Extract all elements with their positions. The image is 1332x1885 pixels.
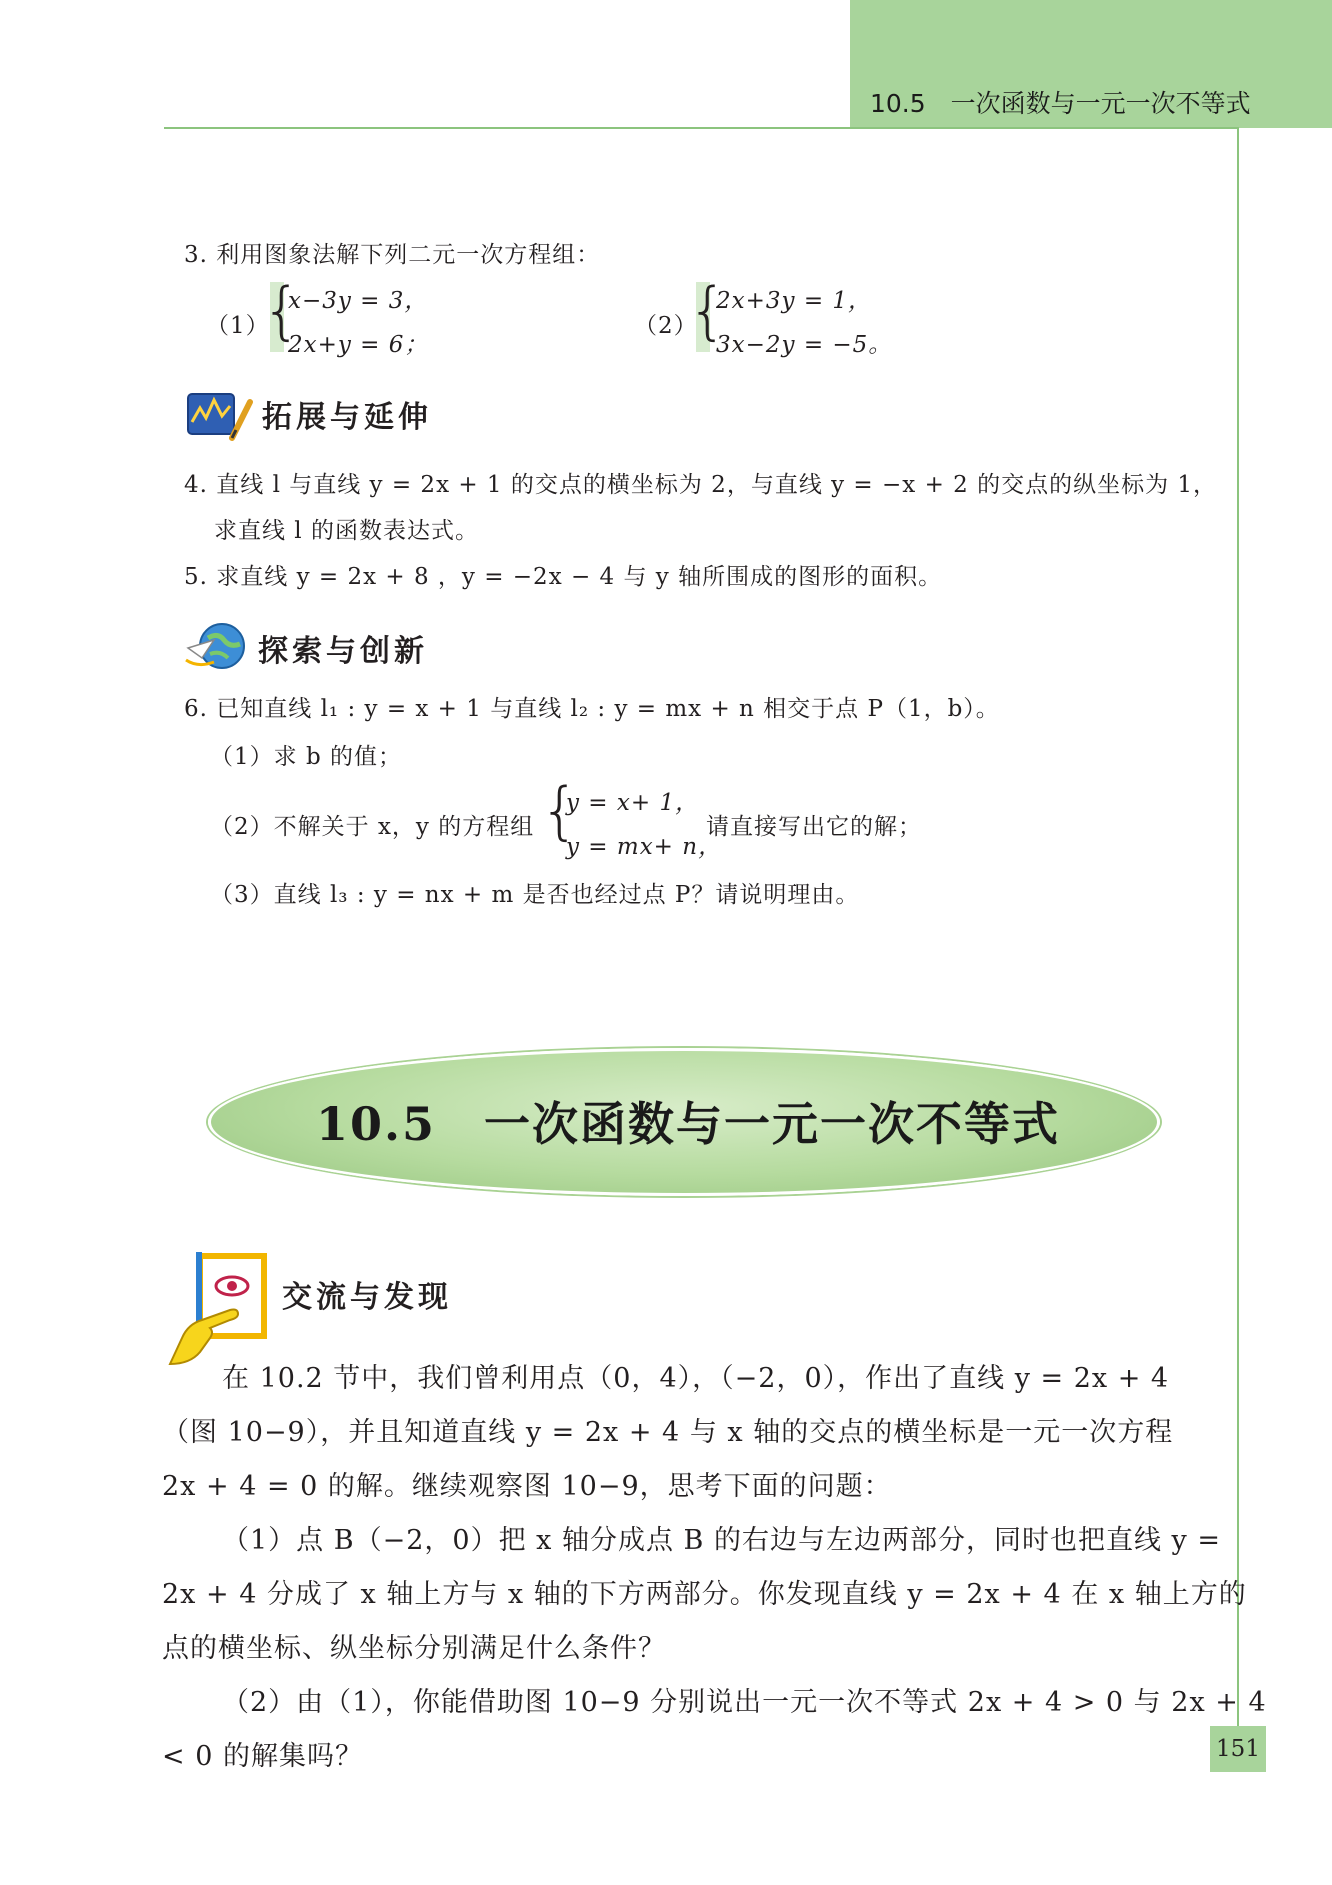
brace-icon: { xyxy=(540,774,580,847)
exercise-6-q2-suffix: 请直接写出它的解； xyxy=(706,814,922,840)
exercise-6-q1: （1）求 b 的值； xyxy=(210,744,402,770)
body-line-6: 点的横坐标、纵坐标分别满足什么条件？ xyxy=(162,1633,666,1664)
exercise-5: 5. 求直线 y = 2x + 8 ，y = −2x − 4 与 y 轴所围成的图形的面积。 xyxy=(184,564,943,590)
body-line-7: （2）由（1），你能借助图 10−9 分别说出一元一次不等式 2x + 4 > 0 与 2x + 4 xyxy=(222,1687,1267,1718)
exercise-3-part1-eq2: 2x+y = 6； xyxy=(288,332,429,358)
chart-pen-icon xyxy=(184,388,254,444)
brace-icon: { xyxy=(262,274,302,347)
pointing-hand-eye-icon xyxy=(160,1252,270,1368)
body-line-8: < 0 的解集吗？ xyxy=(162,1741,363,1772)
header-rule xyxy=(164,127,1238,129)
section-extend-title: 拓展与延伸 xyxy=(262,400,432,435)
body-line-4: （1）点 B（−2，0）把 x 轴分成点 B 的右边与左边两部分，同时也把直线 y = xyxy=(222,1525,1222,1556)
right-margin-rule xyxy=(1237,127,1239,1747)
exercise-4-line2: 求直线 l 的函数表达式。 xyxy=(214,518,479,544)
exercise-6-q2-eq1: y = x+ 1， xyxy=(566,790,700,816)
exercise-6-q3: （3）直线 l₃ : y = nx + m 是否也经过点 P？请说明理由。 xyxy=(210,882,860,908)
body-line-1: 在 10.2 节中，我们曾利用点（0，4），（−2，0），作出了直线 y = 2x + 4 xyxy=(222,1363,1170,1394)
body-line-3: 2x + 4 = 0 的解。继续观察图 10−9，思考下面的问题： xyxy=(162,1471,892,1502)
exercise-3-part2-eq2: 3x−2y = −5。 xyxy=(716,332,893,358)
page-number: 151 xyxy=(1216,1736,1260,1762)
exercise-3-stem: 3. 利用图象法解下列二元一次方程组： xyxy=(184,242,601,268)
exercise-3-part1-eq1: x−3y = 3， xyxy=(288,288,429,314)
body-line-5: 2x + 4 分成了 x 轴上方与 x 轴的下方两部分。你发现直线 y = 2x + 4 在 x 轴上方的 xyxy=(162,1579,1247,1610)
exercise-4-line1: 4. 直线 l 与直线 y = 2x + 1 的交点的横坐标为 2，与直线 y = −x + 2 的交点的纵坐标为 1， xyxy=(184,472,1218,498)
section-explore-title: 探索与创新 xyxy=(258,634,428,669)
section-banner-title: 10.5 一次函数与一元一次不等式 xyxy=(316,1097,1061,1151)
running-header-title: 10.5 一次函数与一元一次不等式 xyxy=(870,89,1251,118)
globe-plane-icon xyxy=(184,618,250,674)
exercise-6-q2-prefix: （2）不解关于 x，y 的方程组 xyxy=(210,814,535,840)
exercise-3-part1-label: （1） xyxy=(206,313,270,339)
brace-icon: { xyxy=(688,274,728,347)
exercise-3-part2-eq1: 2x+3y = 1， xyxy=(716,288,873,314)
section-discuss-title: 交流与发现 xyxy=(282,1280,452,1315)
exercise-6-q2-eq2: y = mx+ n， xyxy=(566,834,723,860)
exercise-3-part2-label: （2） xyxy=(634,313,698,339)
exercise-6-stem: 6. 已知直线 l₁ : y = x + 1 与直线 l₂ : y = mx + n 相交于点 P（1，b）。 xyxy=(184,696,1000,722)
body-line-2: （图 10−9），并且知道直线 y = 2x + 4 与 x 轴的交点的横坐标是一元一次方程 xyxy=(162,1417,1174,1448)
